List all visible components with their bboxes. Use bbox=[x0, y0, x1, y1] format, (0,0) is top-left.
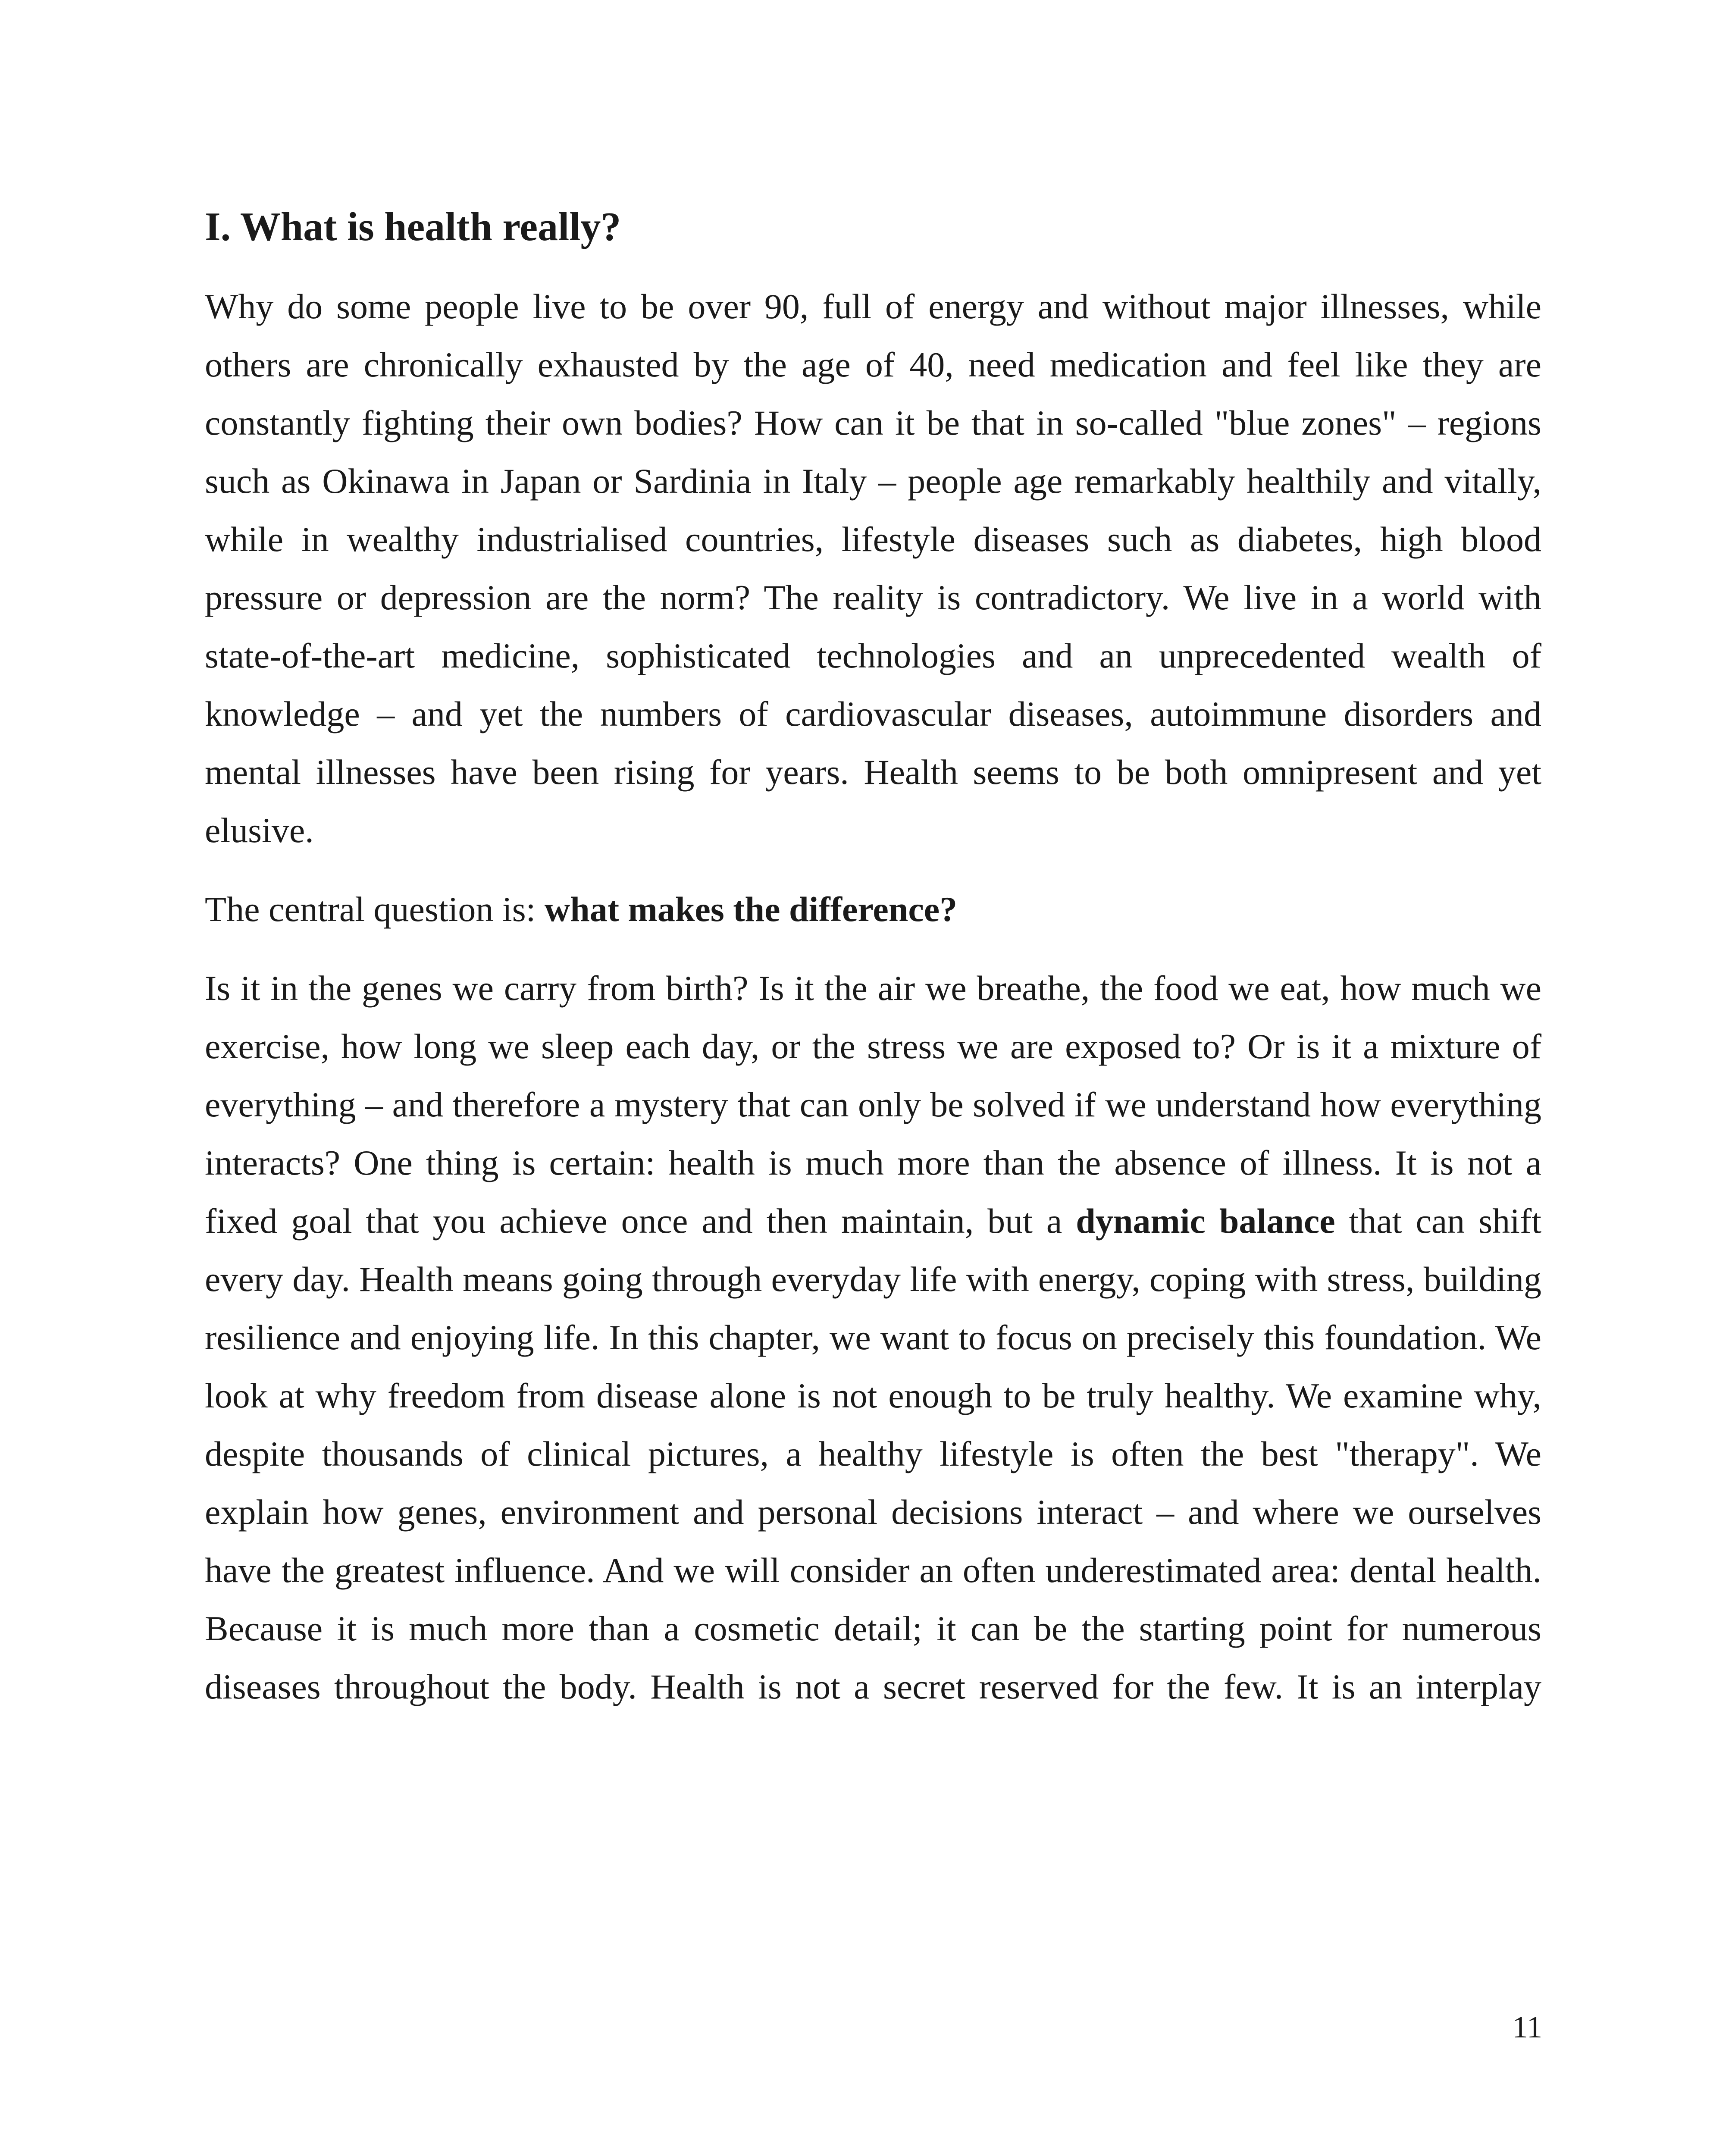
page-number: 11 bbox=[1512, 2010, 1542, 2044]
paragraph-body-text-end: that can shift every day. Health means going through everyday life with energy, coping with stress, building resilience and enjoying life. In this chapter, we want to focus on precisely this foundation. We look at why freedom from disease alone is not enough to be truly healthy. We examine why, despite thousands of clinical pictures, a healthy lifestyle is often the best "therapy". We explain how genes, environment and personal decisions interact – and where we ourselves have the greatest influence. And we will consider an often underestimated area: dental health. Because it is much more than a cosmetic detail; it can be the starting point for numerous diseases throughout the body. Health is not a secret reserved for the few. It is an interplay bbox=[205, 1201, 1541, 1706]
paragraph-intro-text: Why do some people live to be over 90, full of energy and without major illnesses, while others are chronically exhausted by the age of 40, need medication and feel like they are constantly fighting their own bodies? How can it be that in so-called "blue zones" – regions such as Okinawa in Japan or Sardinia in Italy – people age remarkably healthily and vitally, while in wealthy industrialised countries, lifestyle diseases such as diabetes, high blood pressure or depression are the norm? The reality is contradictory. We live in a world with state-of-the-art medicine, sophisticated technologies and an unprecedented wealth of knowledge – and yet the numbers of cardiovascular diseases, autoimmune disorders and mental illnesses have been rising for years. Health seems to be both omnipresent and yet elusive. bbox=[205, 286, 1541, 850]
paragraph-intro bbox=[205, 277, 1541, 859]
central-question-emphasis: what makes the difference? bbox=[544, 889, 958, 929]
page-content bbox=[205, 203, 1541, 1716]
paragraph-body bbox=[205, 959, 1541, 1716]
dynamic-balance-emphasis: dynamic balance bbox=[1076, 1201, 1335, 1241]
central-question-prefix: The central question is: bbox=[205, 889, 545, 929]
chapter-heading: I. What is health really? bbox=[205, 204, 621, 249]
paragraph-central-question bbox=[205, 880, 1541, 938]
paragraph-body-text-start: Is it in the genes we carry from birth? Is it the air we breathe, the food we eat, how much we exercise, how long we sleep each day, or the stress we are exposed to? Or is it a mixture of everything – and therefore a mystery that can only be solved if we understand how everything interacts? One thing is certain: health is much more than the absence of illness. It is not a fixed goal that you achieve once and then maintain, but a bbox=[205, 968, 1541, 1241]
